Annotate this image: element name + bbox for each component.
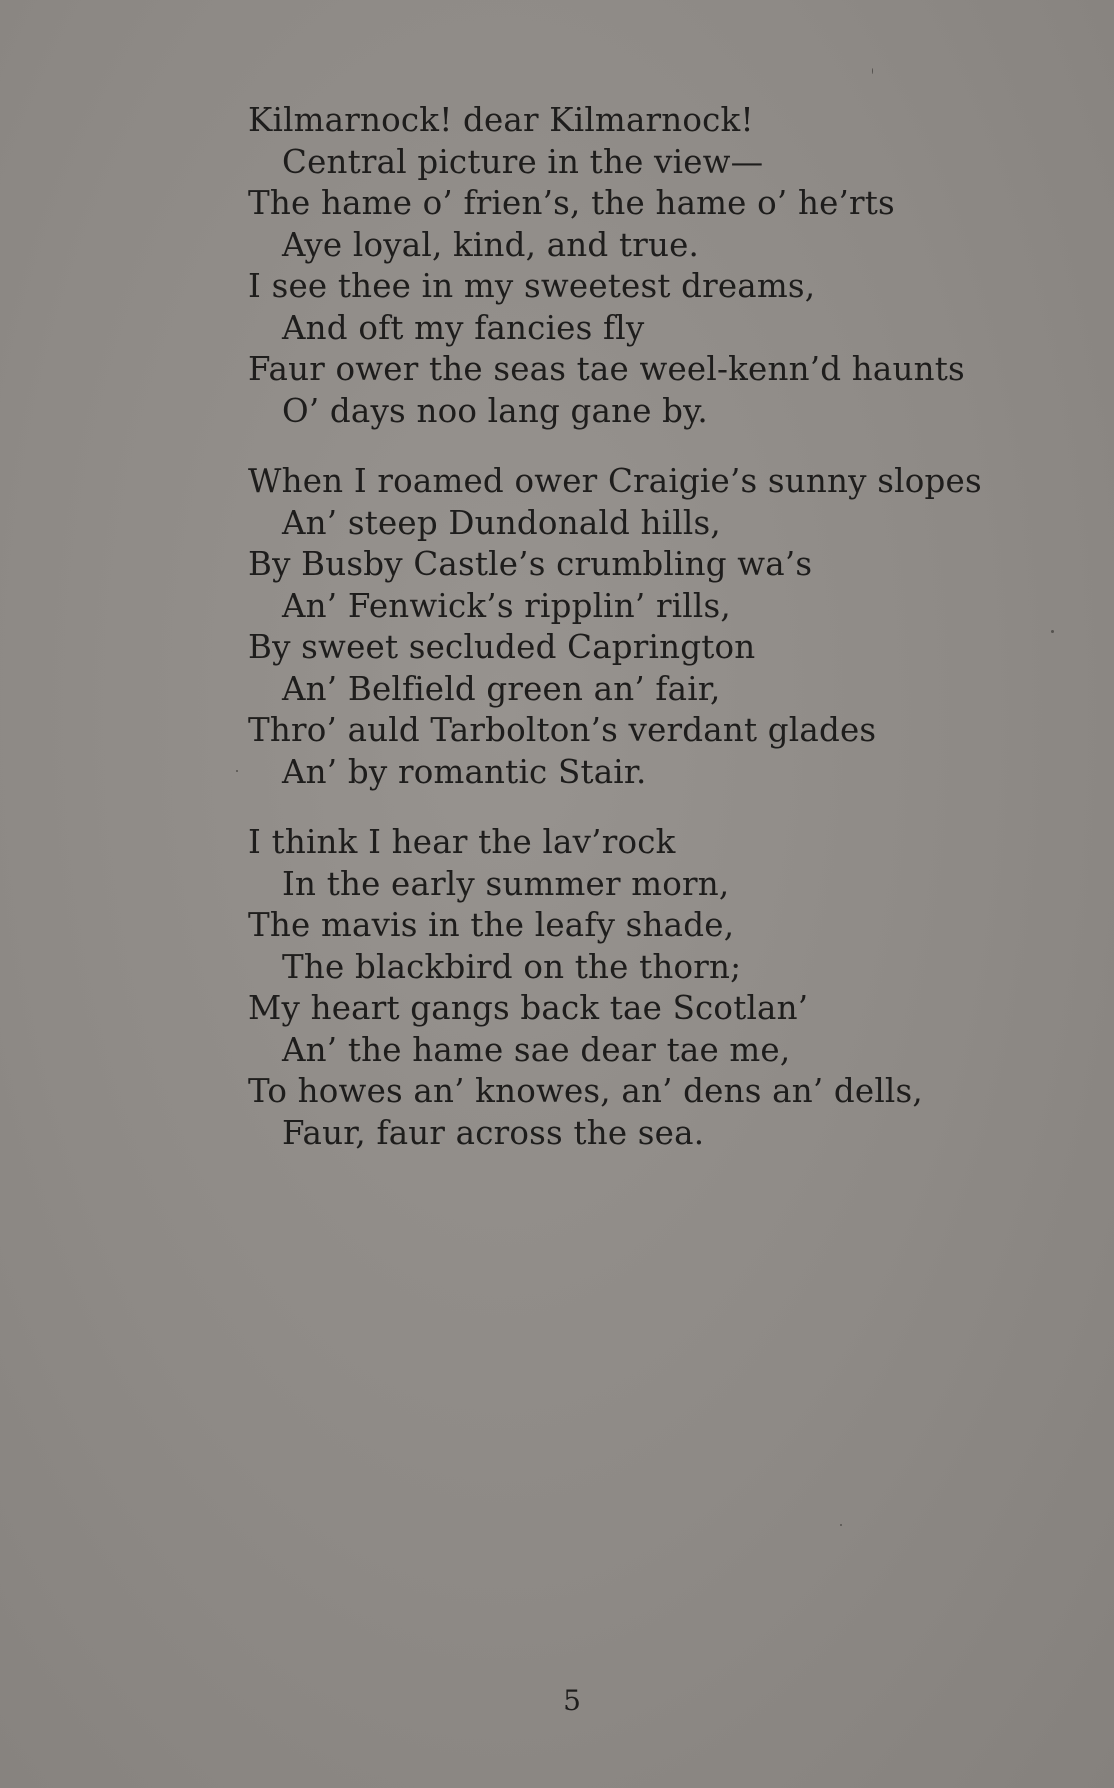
- poem-line: Aye loyal, kind, and true.: [282, 225, 700, 264]
- stanza-3: [248, 822, 1008, 1154]
- paper-speck: [840, 1524, 842, 1526]
- poem-line: And oft my fancies fly: [282, 308, 645, 347]
- poem-line: My heart gangs back tae Scotlan’: [248, 989, 809, 1027]
- poem-line: By Busby Castle’s crumbling wa’s: [248, 545, 813, 583]
- poem-line: The hame o’ frien’s, the hame o’ he’rts: [248, 184, 895, 222]
- stanza-1: [248, 100, 1008, 432]
- stanza-2: [248, 461, 1008, 793]
- poem: [248, 100, 1008, 1183]
- poem-line: Faur, faur across the sea.: [282, 1113, 705, 1152]
- poem-line: Kilmarnock! dear Kilmarnock!: [248, 101, 754, 139]
- page-number: 5: [563, 1684, 581, 1717]
- poem-line: By sweet secluded Caprington: [248, 628, 756, 666]
- poem-line: O’ days noo lang gane by.: [282, 391, 708, 430]
- poem-line: The mavis in the leafy shade,: [248, 906, 735, 944]
- poem-line: In the early summer morn,: [282, 864, 730, 903]
- poem-line: Thro’ auld Tarbolton’s verdant glades: [248, 711, 877, 749]
- poem-line: Faur ower the seas tae weel-kenn’d haunts: [248, 350, 965, 388]
- poem-line: The blackbird on the thorn;: [282, 947, 742, 986]
- poem-line: An’ steep Dundonald hills,: [282, 503, 721, 542]
- poem-line: An’ Belfield green an’ fair,: [282, 669, 721, 708]
- poem-line: When I roamed ower Craigie’s sunny slopes: [248, 462, 982, 500]
- poem-line: An’ the hame sae dear tae me,: [282, 1030, 791, 1069]
- paper-speck: [1051, 630, 1054, 633]
- paper-speck: [236, 770, 238, 772]
- poem-line: I see thee in my sweetest dreams,: [248, 267, 816, 305]
- paper-speck: [872, 68, 873, 74]
- poem-line: Central picture in the view—: [282, 142, 764, 181]
- poem-line: To howes an’ knowes, an’ dens an’ dells,: [248, 1072, 923, 1110]
- poem-line: I think I hear the lav’rock: [248, 823, 676, 861]
- poem-line: An’ Fenwick’s ripplin’ rills,: [282, 586, 731, 625]
- poem-line: An’ by romantic Stair.: [282, 752, 647, 791]
